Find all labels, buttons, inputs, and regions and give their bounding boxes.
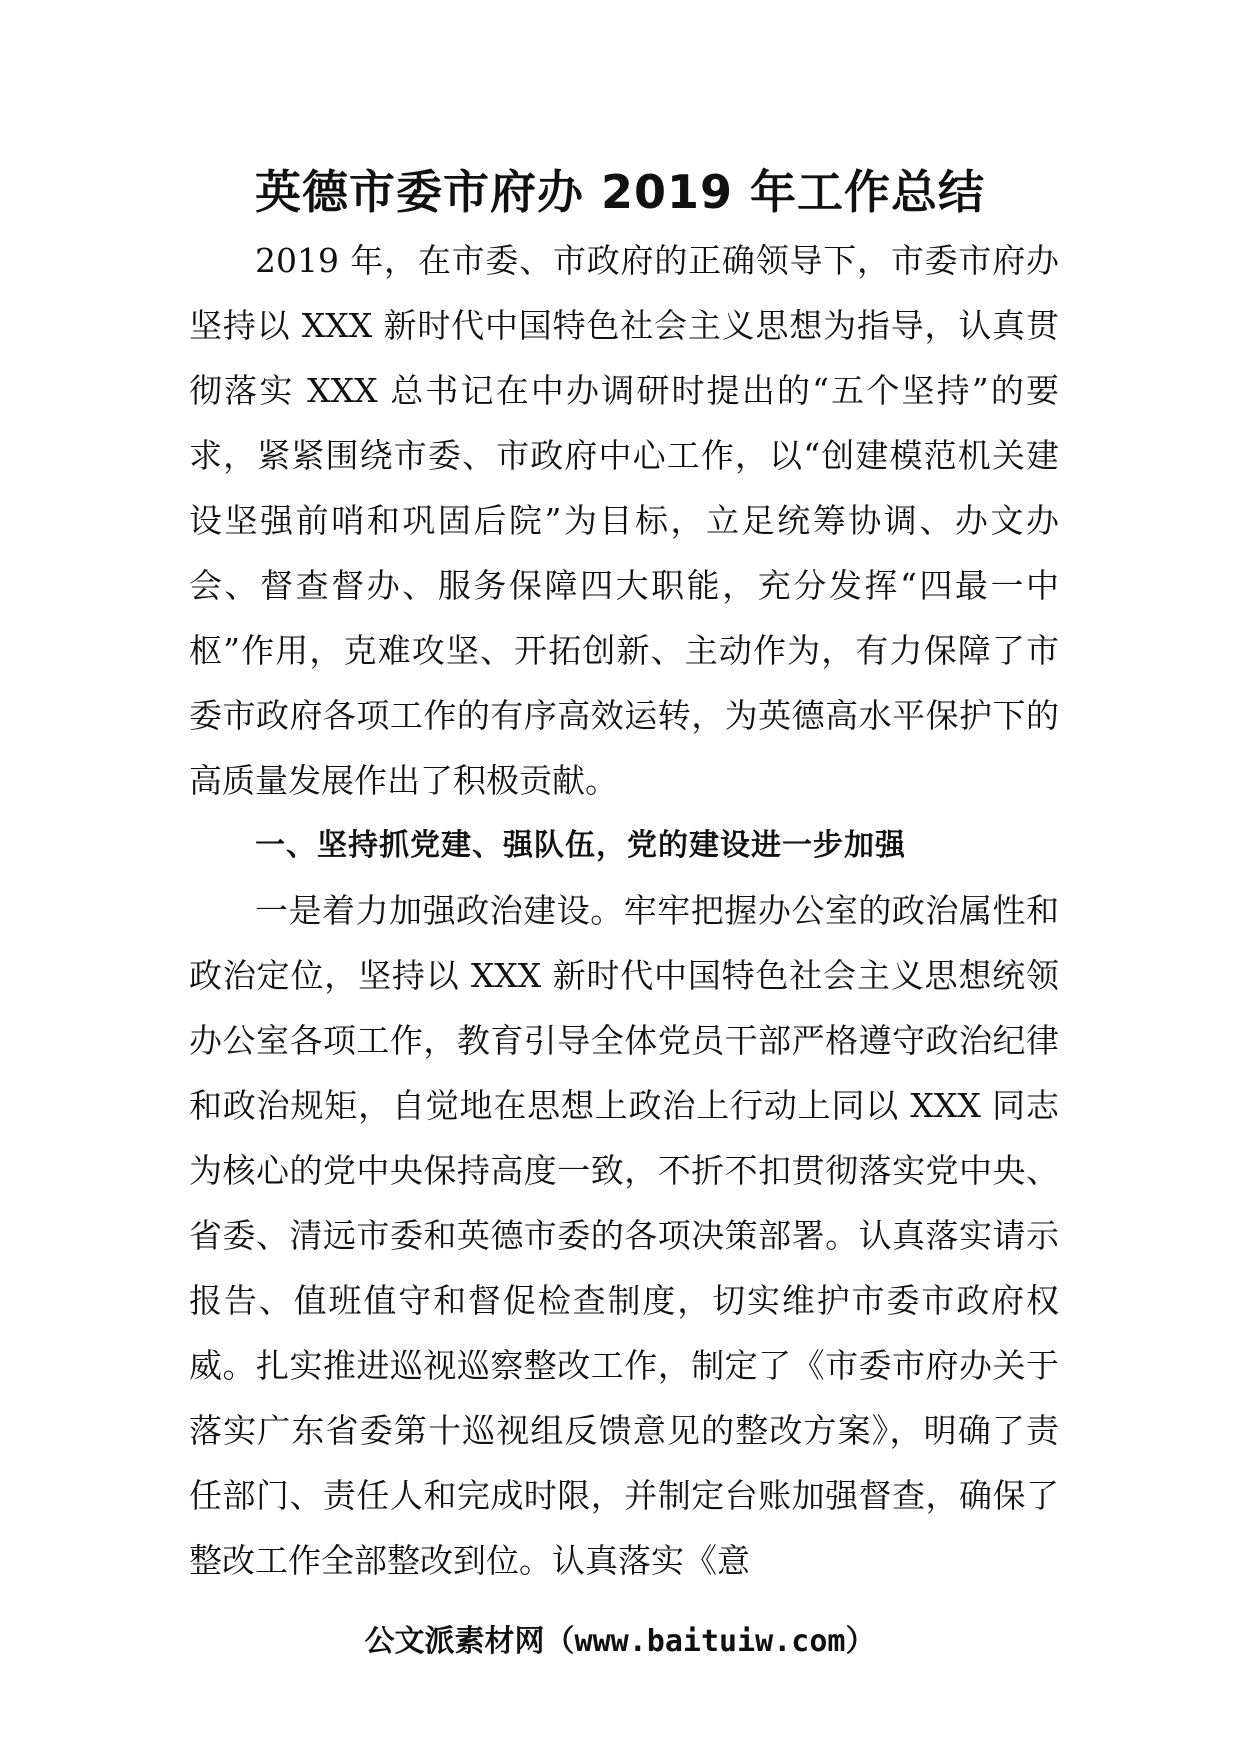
intro-paragraph: 2019 年，在市委、市政府的正确领导下，市委市府办坚持以 XXX 新时代中国特色社会主义思想为指导，认真贯彻落实 XXX 总书记在中办调研时提出的“五个坚持”的要求，紧紧围绕市委、市政府中心工作，以“创建模范机关建设坚强前哨和巩固后院”为目标，立足统筹协调、办文办会、督查督办、服务保障四大职能，充分发挥“四最一中枢”作用，克难攻坚、开拓创新、主动作为，有力保障了市委市政府各项工作的有序高效运转，为英德高水平保护下的高质量发展作出了积极贡献。 (189, 241, 1059, 800)
footer-url: （www.baituiw.com） (544, 1624, 876, 1659)
section-paragraph: 一是着力加强政治建设。牢牢把握办公室的政治属性和政治定位，坚持以 XXX 新时代中国特色社会主义思想统领办公室各项工作，教育引导全体党员干部严格遵守政治纪律和政治规矩，自觉地在思想上政治上行动上同以 XXX 同志为核心的党中央保持高度一致，不折不扣贯彻落实党中央、省委、清远市委和英德市委的各项决策部署。认真落实请示报告、值班值守和督促检查制度，切实维护市委市政府权威。扎实推进巡视巡察整改工作，制定了《市委市府办关于落实广东省委第十巡视组反馈意见的整改方案》，明确了责任部门、责任人和完成时限，并制定台账加强督查，确保了整改工作全部整改到位。认真落实《意 (189, 891, 1059, 1580)
document-title: 英德市委市府办 2019 年工作总结 (254, 165, 986, 219)
document-body (189, 228, 1059, 1593)
footer-site-name: 公文派素材网 (364, 1624, 545, 1659)
section-heading: 一、坚持抓党建、强队伍，党的建设进一步加强 (255, 828, 906, 863)
footer-watermark (0, 1620, 1240, 1664)
